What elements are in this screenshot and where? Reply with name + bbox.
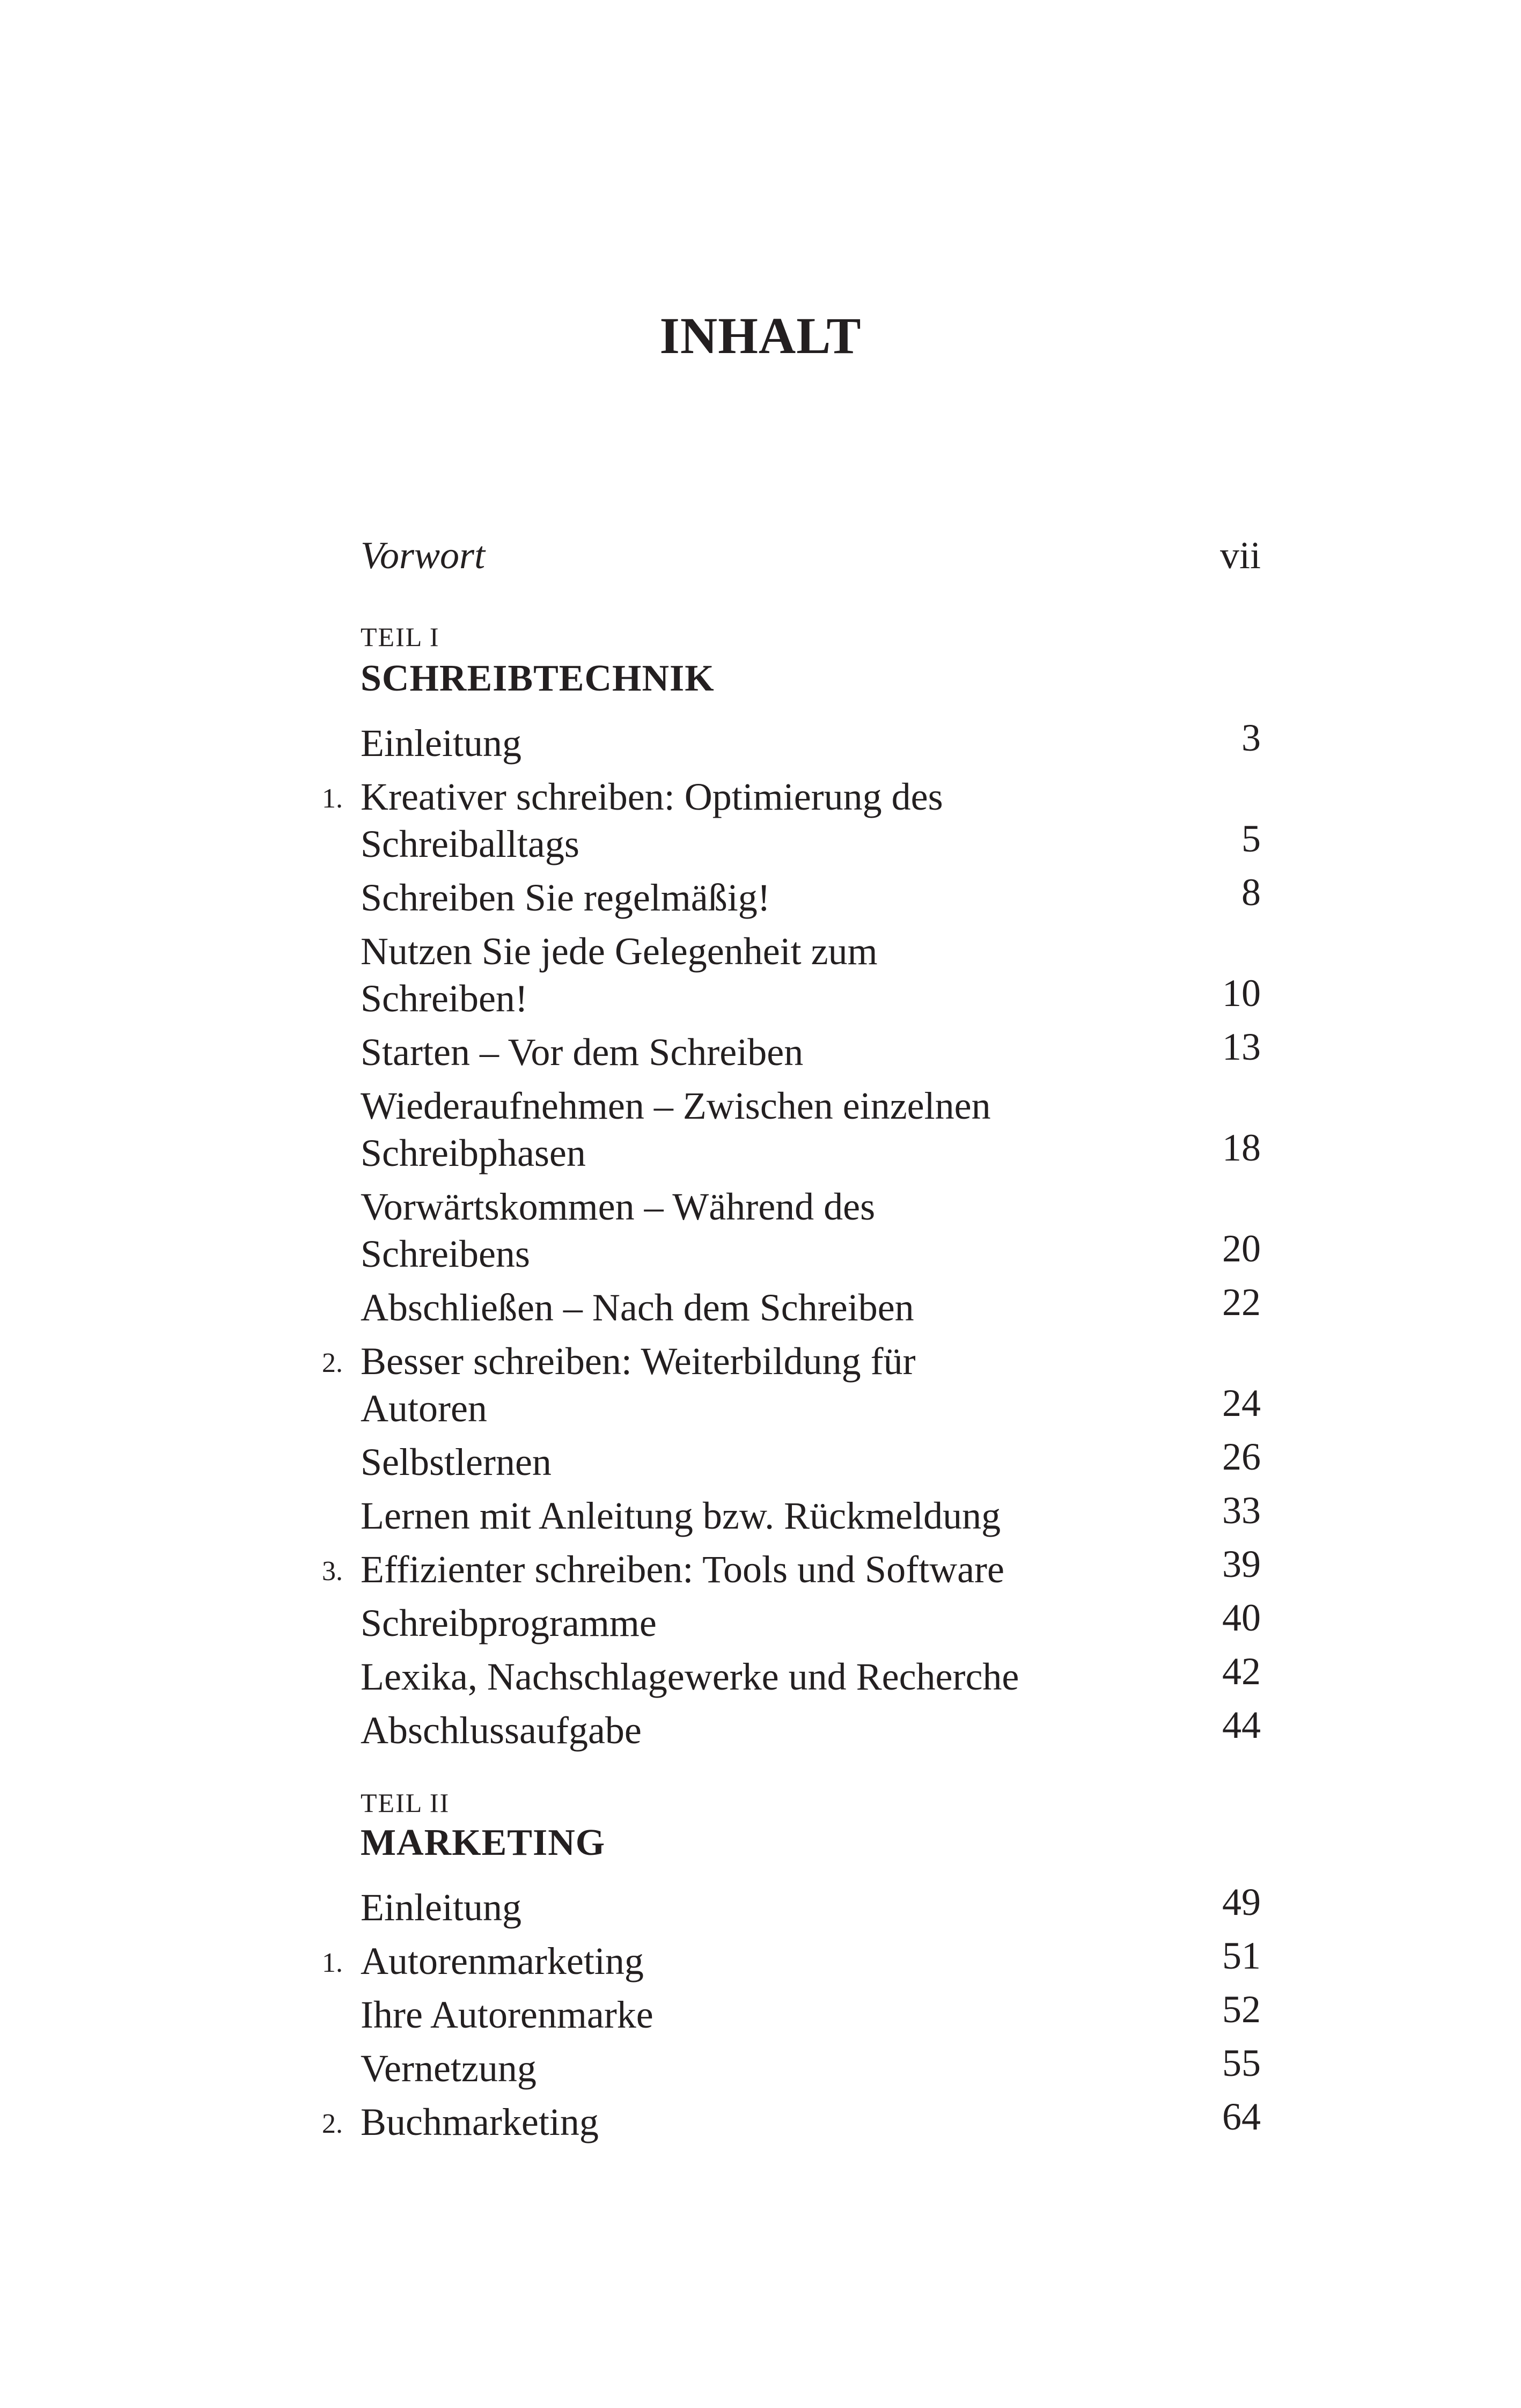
toc-entry-page: 3 — [1241, 716, 1261, 759]
toc-entry-label: Ihre Autorenmarke — [361, 1993, 653, 2036]
toc-entry-page: 8 — [1241, 871, 1261, 914]
toc-entry-page: 64 — [1222, 2095, 1261, 2138]
toc-entry-page: 13 — [1222, 1025, 1261, 1068]
toc-entry-page: 18 — [1222, 1126, 1261, 1169]
toc-entry-page: 40 — [1222, 1596, 1261, 1639]
toc-entry-number: 2. — [322, 2109, 343, 2139]
toc-entry-label: Lernen mit Anleitung bzw. Rückmeldung — [361, 1494, 1001, 1537]
toc-entry-label: Autoren — [361, 1387, 487, 1430]
toc-entry-label: Schreibprogramme — [361, 1602, 657, 1645]
toc-entry-number: 2. — [322, 1348, 343, 1378]
toc-entry-page: 33 — [1222, 1489, 1261, 1532]
part-1-title: SCHREIBTECHNIK — [361, 658, 715, 699]
toc-entry-page: 39 — [1222, 1543, 1261, 1585]
toc-entry-page: 49 — [1222, 1881, 1261, 1924]
toc-entry-page: 24 — [1222, 1382, 1261, 1425]
toc-entry-label: Abschlussaufgabe — [361, 1709, 642, 1752]
toc-entry-label: Vorwärtskommen – Während des — [361, 1185, 876, 1228]
toc-entry-label: Schreiballtags — [361, 823, 579, 865]
toc-entry-number: 1. — [322, 1948, 343, 1978]
part-2-label: TEIL II — [361, 1788, 450, 1818]
toc-entry-label: Schreiben Sie regelmäßig! — [361, 876, 770, 919]
toc-entry-label: Schreibphasen — [361, 1132, 586, 1174]
toc-entry-number: 3. — [322, 1556, 343, 1587]
toc-entry-page: 51 — [1222, 1934, 1261, 1977]
toc-entry-label: Selbstlernen — [361, 1441, 552, 1484]
toc-entry-label: Starten – Vor dem Schreiben — [361, 1031, 804, 1074]
toc-entry-label: Wiederaufnehmen – Zwischen einzelnen — [361, 1084, 991, 1127]
toc-entry-page: vii — [1219, 534, 1261, 577]
toc-entry-page: 42 — [1222, 1650, 1261, 1693]
toc-entry-page: 22 — [1222, 1281, 1261, 1324]
toc-entry-label: Effizienter schreiben: Tools und Software — [361, 1548, 1004, 1591]
toc-entry-page: 20 — [1222, 1227, 1261, 1270]
toc-entry-label: Einleitung — [361, 722, 521, 765]
page-title: INHALT — [659, 307, 862, 364]
toc-entry-label: Schreibens — [361, 1232, 530, 1275]
toc-entry-page: 55 — [1222, 2042, 1261, 2084]
toc-entry-label: Besser schreiben: Weiterbildung für — [361, 1340, 916, 1383]
part-1-label: TEIL I — [361, 622, 440, 652]
toc-entry-label: Kreativer schreiben: Optimierung des — [361, 775, 943, 818]
toc-entry-page: 52 — [1222, 1988, 1261, 2031]
toc-entry-label: Schreiben! — [361, 977, 528, 1020]
toc-entry-page: 26 — [1222, 1435, 1261, 1478]
toc-entry-label: Autorenmarketing — [361, 1940, 644, 1983]
toc-entry-page: 5 — [1241, 817, 1261, 860]
toc-entry-number: 1. — [322, 783, 343, 814]
part-2-title: MARKETING — [361, 1822, 606, 1863]
toc-entry-label: Nutzen Sie jede Gelegenheit zum — [361, 930, 878, 973]
toc-entry-label: Vorwort — [361, 534, 486, 577]
toc-entry-label: Abschließen – Nach dem Schreiben — [361, 1286, 914, 1329]
toc-entry-page: 44 — [1222, 1704, 1261, 1746]
toc-entry-label: Einleitung — [361, 1886, 521, 1929]
toc-entry-label: Vernetzung — [361, 2047, 537, 2090]
toc-entry-label: Lexika, Nachschlagewerke und Recherche — [361, 1655, 1019, 1698]
toc-entry-page: 10 — [1222, 972, 1261, 1015]
toc-entry-label: Buchmarketing — [361, 2101, 599, 2143]
